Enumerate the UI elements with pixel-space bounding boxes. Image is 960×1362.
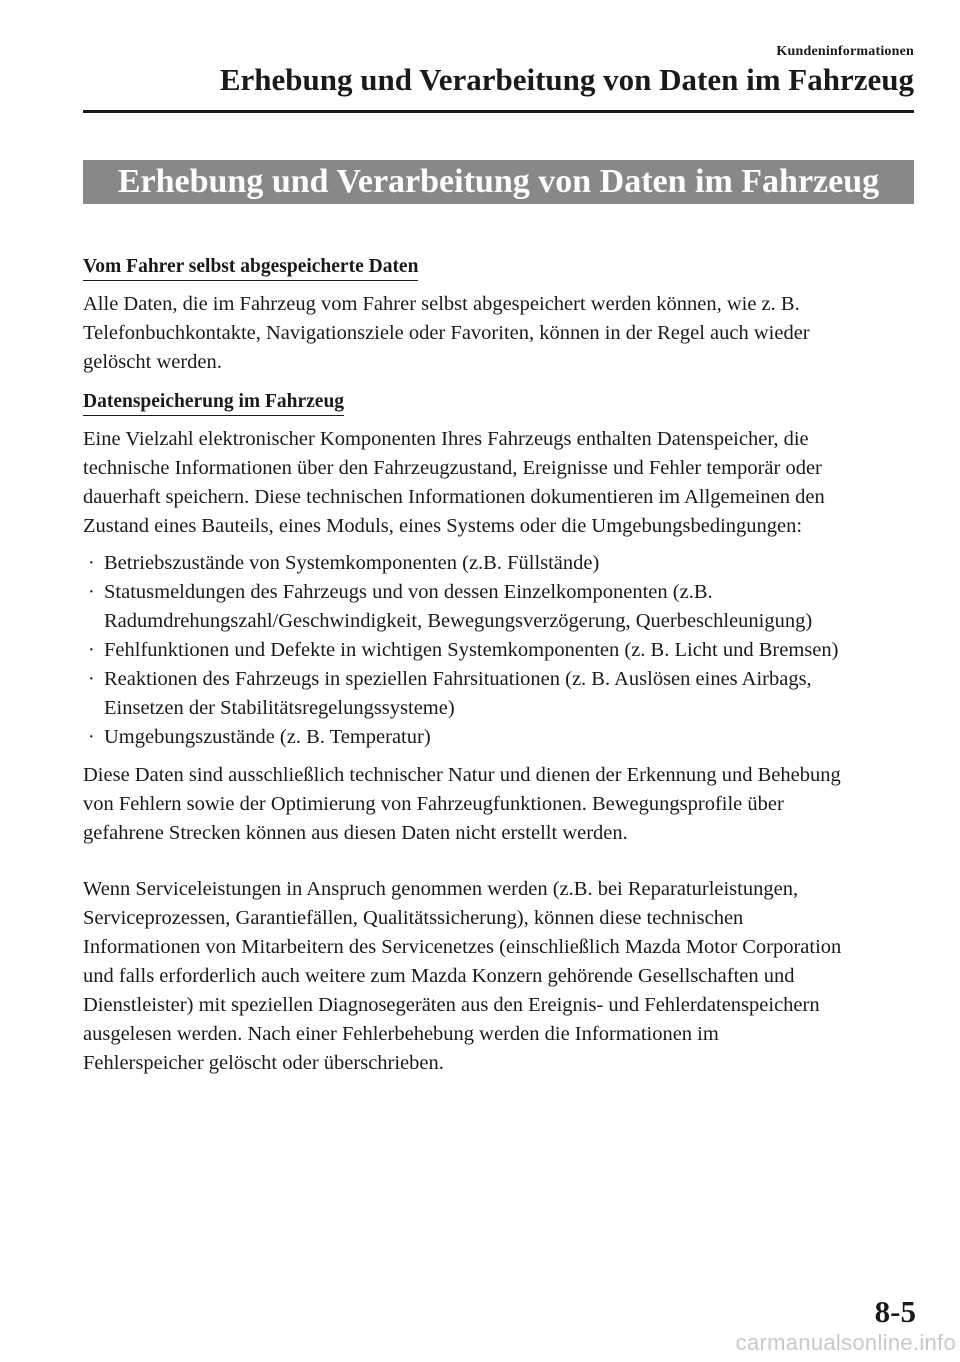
header-title: Erhebung und Verarbeitung von Daten im Fahrzeug bbox=[219, 62, 914, 97]
text-line: Radumdrehungszahl/Geschwindigkeit, Bewegungsverzögerung, Querbeschleunigung) bbox=[104, 610, 813, 632]
text-line: Telefonbuchkontakte, Navigationsziele oder Favoriten, können in der Regel auch wieder bbox=[83, 322, 810, 344]
text-line: Wenn Serviceleistungen in Anspruch genommen werden (z.B. bei Reparaturleistungen, bbox=[83, 878, 799, 900]
text-line: Fehlerspeicher gelöscht oder überschrieben. bbox=[83, 1052, 444, 1074]
text-line: technische Informationen über den Fahrzeugzustand, Ereignisse und Fehler temporär oder bbox=[83, 457, 822, 479]
paragraph-service-readout bbox=[83, 875, 917, 1078]
paragraph-stored-by-driver bbox=[83, 290, 917, 377]
text-line: Statusmeldungen des Fahrzeugs und von dessen Einzelkomponenten (z.B. bbox=[104, 581, 713, 603]
text-line: Dienstleister) mit speziellen Diagnosegeräten aus den Ereignis- und Fehlerdatenspeichern bbox=[83, 994, 820, 1016]
list-item bbox=[83, 636, 917, 665]
chapter-title-banner: Erhebung und Verarbeitung von Daten im Fahrzeug bbox=[83, 160, 914, 204]
text-line: Informationen von Mitarbeitern des Servicenetzes (einschließlich Mazda Motor Corporation bbox=[83, 936, 842, 958]
subheading-stored-by-driver: Vom Fahrer selbst abgespeicherte Daten bbox=[83, 254, 418, 281]
text-line: Betriebszustände von Systemkomponenten (z.B. Füllstände) bbox=[104, 552, 600, 574]
text-line: gelöscht werden. bbox=[83, 351, 222, 373]
bullet-dot-icon: · bbox=[88, 639, 95, 661]
text-line: Reaktionen des Fahrzeugs in speziellen Fahrsituationen (z. B. Auslösen eines Airbags, bbox=[104, 668, 812, 690]
text-line: von Fehlern sowie der Optimierung von Fahrzeugfunktionen. Bewegungsprofile über bbox=[83, 793, 784, 815]
subheading-data-storage: Datenspeicherung im Fahrzeug bbox=[83, 389, 344, 416]
text-line: Umgebungszustände (z. B. Temperatur) bbox=[104, 726, 431, 748]
document-body bbox=[83, 252, 917, 1078]
bullet-dot-icon: · bbox=[88, 726, 95, 748]
text-line: Zustand eines Bauteils, eines Moduls, eines Systems oder die Umgebungsbedingungen: bbox=[83, 515, 803, 537]
text-line: Alle Daten, die im Fahrzeug vom Fahrer selbst abgespeichert werden können, wie z. B. bbox=[83, 293, 800, 315]
text-line: dauerhaft speichern. Diese technischen Informationen dokumentieren im Allgemeinen den bbox=[83, 486, 825, 508]
text-line: gefahrene Strecken können aus diesen Daten nicht erstellt werden. bbox=[83, 822, 628, 844]
paragraph-technical-nature bbox=[83, 761, 917, 848]
section-data-storage bbox=[83, 387, 917, 1078]
paragraph-data-storage-intro bbox=[83, 425, 917, 541]
text-line: Serviceprozessen, Garantiefällen, Qualitätssicherung), können diese technischen bbox=[83, 907, 744, 929]
bullet-dot-icon: · bbox=[88, 552, 95, 574]
text-line: ausgelesen werden. Nach einer Fehlerbehebung werden die Informationen im bbox=[83, 1023, 719, 1045]
section-stored-by-driver bbox=[83, 252, 917, 377]
section-label: Kundeninformationen bbox=[776, 44, 914, 59]
text-line: Einsetzen der Stabilitätsregelungssysteme) bbox=[104, 697, 455, 719]
list-item bbox=[83, 578, 917, 636]
page-number: 8-5 bbox=[874, 1294, 916, 1329]
watermark: carmanualsonline.info bbox=[735, 1330, 956, 1355]
list-item bbox=[83, 723, 917, 752]
list-item bbox=[83, 665, 917, 723]
bullet-dot-icon: · bbox=[88, 581, 95, 603]
text-line: Diese Daten sind ausschließlich technischer Natur und dienen der Erkennung und Behebung bbox=[83, 764, 841, 786]
bullet-dot-icon: · bbox=[88, 668, 95, 690]
text-line: Eine Vielzahl elektronischer Komponenten Ihres Fahrzeugs enthalten Datenspeicher, die bbox=[83, 428, 809, 450]
header-divider bbox=[83, 110, 914, 113]
text-line: und falls erforderlich auch weitere zum Mazda Konzern gehörende Gesellschaften und bbox=[83, 965, 795, 987]
bullet-list bbox=[83, 549, 917, 752]
text-line: Fehlfunktionen und Defekte in wichtigen Systemkomponenten (z. B. Licht und Bremsen) bbox=[104, 639, 839, 661]
list-item bbox=[83, 549, 917, 578]
